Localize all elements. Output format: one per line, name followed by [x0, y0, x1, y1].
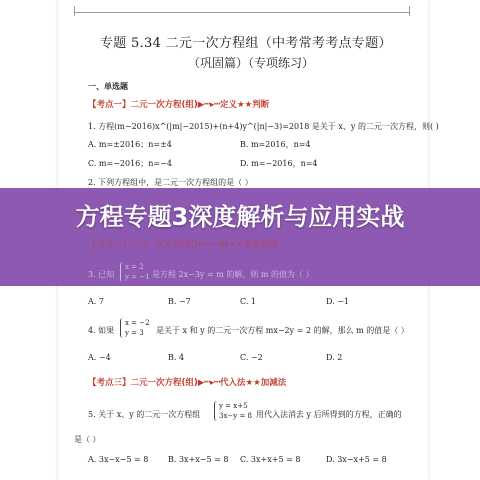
q4-option-a: A. −4 [88, 353, 111, 362]
q1-option-b: B. m=2016，n=4 [240, 140, 311, 149]
kp3-label: 【考点三】二元一次方程(组) [88, 378, 198, 388]
q3-stem-end: 是方程 2x−3y = m 的解，则 m 的值为（ ） [152, 270, 314, 279]
kp2-tail: 解★★参数问题 [219, 240, 278, 250]
section-heading: 一、单选题 [88, 82, 128, 91]
q3-option-a: A. 7 [88, 297, 104, 306]
q4-system-eq2: y = 3 [125, 329, 144, 337]
q3-system-eq1: x = 2 [125, 263, 144, 271]
page-edge-tick-right [409, 6, 410, 16]
q5-system-eq1: y = x+5 [219, 402, 248, 410]
kp2-label: 【考点二】二元一次方程(组) [88, 240, 198, 250]
kp1-tail: 定义★★判断 [219, 100, 270, 110]
doc-subtitle: （巩固篇）（专项练习） [188, 56, 315, 70]
doc-title: 专题 5.34 二元一次方程组（中考常考考点专题） [100, 36, 392, 51]
q3-option-b: B. −7 [168, 297, 191, 306]
q5-system-eq2: 3x−y = 8 [219, 412, 252, 420]
q5-option-d: D. 3x−x+5 = 8 [326, 455, 387, 464]
arrow-icon: ▶···▸··· [197, 378, 220, 388]
q4-option-b: B. 4 [168, 353, 185, 362]
q5-stem-cont: 是（ ） [74, 435, 101, 444]
q5-option-c: C. 3x+x+5 = 8 [240, 455, 301, 464]
q4-system [120, 318, 150, 338]
q1-option-d: D. m=−2016，n=4 [240, 159, 318, 168]
kp3-tail: 代入法★★加减法 [219, 378, 287, 388]
q4-system-eq1: x = −2 [125, 319, 150, 327]
q3-option-c: C. 1 [240, 297, 257, 306]
q3-stem-start: 3. 已知 [88, 270, 115, 279]
kp3-heading [88, 376, 286, 388]
page-edge-line [74, 12, 410, 13]
q4-option-d: D. 2 [326, 353, 343, 362]
q2-stem: 2. 下列方程组中，是二元一次方程组的是（ ） [88, 178, 253, 187]
banner-title: 方程专题3深度解析与应用实战 [75, 203, 405, 231]
q4-option-c: C. −2 [240, 353, 263, 362]
q1-option-c: C. m=−2016；n=−4 [88, 159, 172, 168]
arrow-icon: ▶···▸··· [197, 240, 220, 250]
q4-stem-end: 是关于 x 和 y 的二元一次方程 mx−2y = 2 的解，那么 m 的值是（ ） [156, 326, 409, 335]
q5-system [214, 401, 252, 421]
q4-stem-start: 4. 如果 [88, 326, 115, 335]
q3-system [120, 262, 150, 282]
kp2-heading [88, 238, 278, 250]
q1-stem: 1. 方程(m−2016)x^(|m|−2015)+(n+4)y^(|n|−3)=2018 是关于 x、y 的二元一次方程，则( ) [88, 122, 439, 131]
kp1-label: 【考点一】二元一次方程(组) [88, 100, 198, 110]
q5-stem-end: 用代入法消去 y 后所得到的方程，正确的 [256, 410, 402, 419]
arrow-icon: ▶···▸··· [197, 100, 220, 110]
page-edge-tick-left [74, 6, 75, 16]
q3-option-d: D. −1 [326, 297, 350, 306]
q3-system-eq2: y = −1 [125, 273, 150, 281]
q1-option-a: A. m=±2016；n=±4 [88, 140, 172, 149]
q5-stem-start: 5. 关于 x、y 的二元一次方程组 [88, 410, 201, 419]
kp1-heading [88, 98, 269, 110]
q5-option-a: A. 3x−x−5 = 8 [88, 455, 149, 464]
q5-option-b: B. 3x+x−5 = 8 [168, 455, 229, 464]
